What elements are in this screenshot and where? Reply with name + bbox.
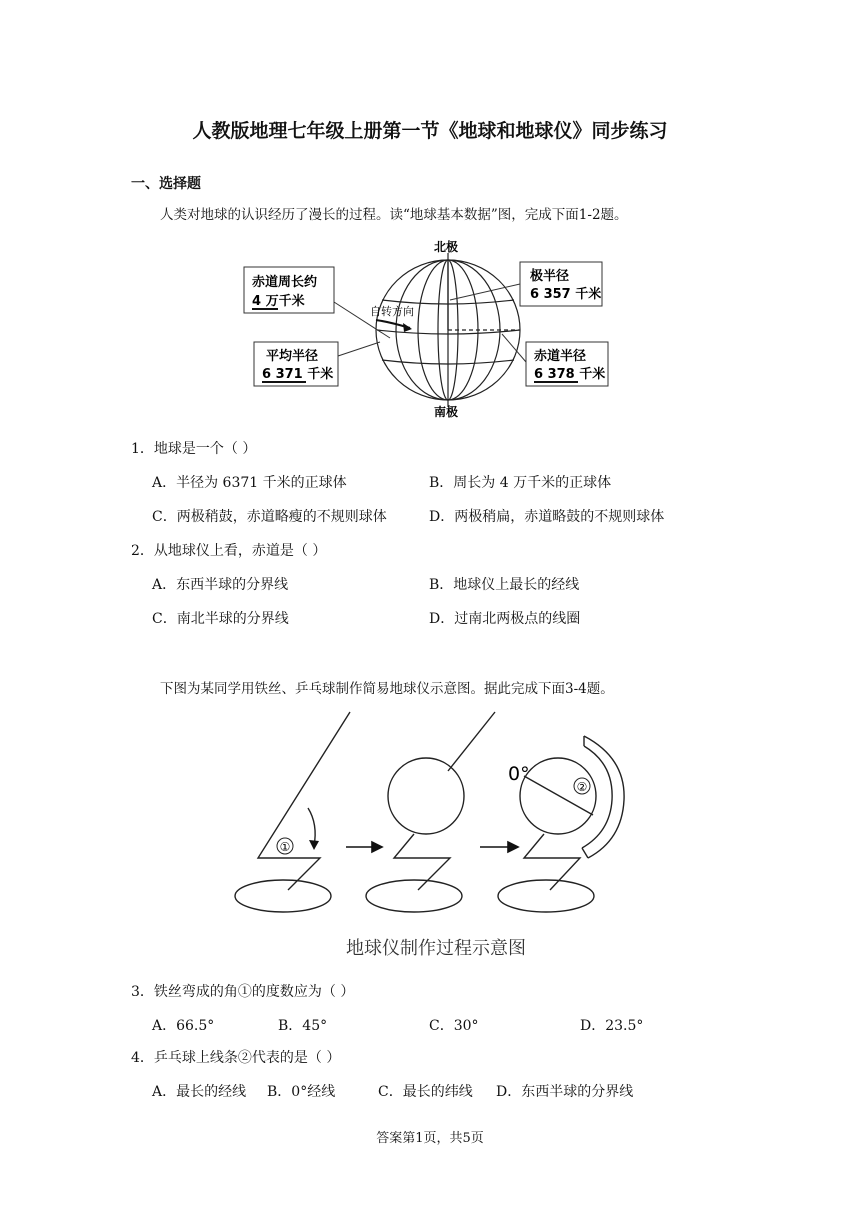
south-pole-label: 南极 bbox=[434, 405, 459, 419]
polar-radius-value: 6 357 千米 bbox=[530, 287, 602, 302]
question-4: 4．乒乓球上线条②代表的是（ ） bbox=[131, 1050, 341, 1066]
angle-mark-1: ① bbox=[279, 840, 291, 854]
page-title: 人教版地理七年级上册第一节《地球和地球仪》同步练习 bbox=[192, 120, 668, 142]
rotation-label: 自转方向 bbox=[370, 305, 414, 318]
eq-radius-label: 赤道半径 bbox=[534, 349, 587, 364]
section-heading: 一、选择题 bbox=[131, 176, 201, 192]
globe-making-figure bbox=[228, 708, 648, 968]
q1-option-d: D．两极稍扁，赤道略鼓的不规则球体 bbox=[429, 509, 665, 525]
eq-radius-value: 6 378 千米 bbox=[534, 367, 606, 382]
mean-radius-value: 6 371 千米 bbox=[262, 367, 334, 382]
eq-circ-value: 4 万千米 bbox=[252, 294, 305, 309]
polar-radius-label: 极半径 bbox=[530, 269, 570, 284]
north-pole-label: 北极 bbox=[434, 240, 459, 254]
q1-option-a: A．半径为 6371 千米的正球体 bbox=[152, 475, 347, 491]
question-1: 1．地球是一个（ ） bbox=[131, 441, 257, 457]
q4-option-c: C．最长的纬线 bbox=[378, 1084, 473, 1100]
q3-option-b: B．45° bbox=[278, 1018, 328, 1034]
question-3: 3．铁丝弯成的角①的度数应为（ ） bbox=[131, 984, 355, 1000]
page-footer: 答案第1页，共5页 bbox=[376, 1131, 484, 1146]
q2-option-d: D．过南北两极点的线圈 bbox=[429, 611, 581, 627]
q4-option-b: B．0°经线 bbox=[267, 1084, 336, 1100]
q1-option-b: B．周长为 4 万千米的正球体 bbox=[429, 475, 612, 491]
intro-2: 下图为某同学用铁丝、乒乓球制作简易地球仪示意图。据此完成下面3-4题。 bbox=[160, 681, 614, 697]
q3-option-d: D．23.5° bbox=[580, 1018, 644, 1034]
mean-radius-label: 平均半径 bbox=[266, 349, 319, 364]
eq-circ-label: 赤道周长约 bbox=[252, 275, 318, 290]
q1-option-c: C．两极稍鼓，赤道略瘦的不规则球体 bbox=[152, 509, 387, 525]
line-mark-2: ② bbox=[576, 780, 588, 794]
intro-1: 人类对地球的认识经历了漫长的过程。读“地球基本数据”图，完成下面1-2题。 bbox=[160, 207, 628, 223]
q2-option-b: B．地球仪上最长的经线 bbox=[429, 577, 580, 593]
q4-option-d: D．东西半球的分界线 bbox=[496, 1084, 634, 1100]
figure-caption: 地球仪制作过程示意图 bbox=[346, 938, 526, 959]
zero-degree-label: 0° bbox=[508, 763, 530, 785]
question-2: 2．从地球仪上看，赤道是（ ） bbox=[131, 543, 327, 559]
q2-option-a: A．东西半球的分界线 bbox=[152, 577, 289, 593]
earth-data-figure bbox=[240, 238, 620, 420]
q3-option-c: C．30° bbox=[429, 1018, 479, 1034]
q4-option-a: A．最长的经线 bbox=[152, 1084, 247, 1100]
q3-option-a: A．66.5° bbox=[152, 1018, 215, 1034]
q2-option-c: C．南北半球的分界线 bbox=[152, 611, 289, 627]
